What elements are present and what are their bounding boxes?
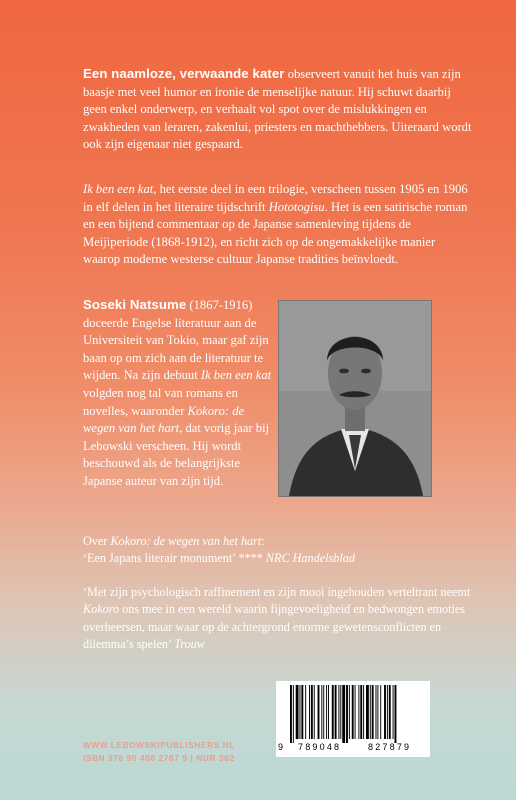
barcode-bars — [282, 685, 424, 743]
barcode-bar — [311, 685, 313, 739]
barcode-bar — [395, 685, 397, 743]
barcode-bar — [318, 685, 320, 739]
portrait-illustration — [279, 301, 431, 496]
about-paragraph — [83, 181, 473, 269]
praise-over-suffix: : — [261, 534, 265, 548]
magazine-title: Hototogisu — [268, 199, 325, 214]
author-bio-1: doceerde Engelse literatuur aan de Universiteit van Tokio, maar gaf zijn baan op om zich aan de literatuur te wijden. Na zijn debuut — [83, 315, 269, 383]
author-years: (1867-1916) — [186, 298, 253, 312]
barcode-bar — [296, 685, 299, 739]
barcode-bar — [340, 685, 341, 739]
praise-block — [83, 533, 483, 568]
praise-quote-2a: ‘Met zijn psychologisch raffinement en zijn mooi ingehouden verteltrant neemt — [83, 585, 471, 599]
barcode-bar — [332, 685, 334, 739]
barcode-bar — [370, 685, 371, 739]
publisher-footer — [83, 739, 235, 765]
praise-quote-2-title: Kokoro — [83, 602, 120, 617]
barcode-bar — [384, 685, 386, 739]
barcode-bar — [352, 685, 354, 739]
praise-quote-2-block — [83, 584, 483, 654]
barcode-bar — [338, 685, 339, 739]
barcode-bar — [393, 685, 394, 739]
author-name: Soseki Natsume — [83, 297, 187, 312]
praise-quote-1: ‘Een Japans literair monument’ **** — [83, 551, 266, 566]
debut-title: Ik ben een kat — [200, 368, 272, 383]
praise-over-prefix: Over — [83, 534, 111, 548]
barcode-bar — [342, 685, 345, 743]
isbn-nur: ISBN 978 90 488 2787 9 | NUR 302 — [83, 753, 235, 763]
barcode-bar — [355, 685, 356, 739]
barcode-bar — [346, 685, 348, 743]
intro-text: observeert vanuit het huis van zijn baasje met veel humor en ironie de menselijke natuur. Hij schuwt daarbij geen enkel onderwerp, en verhaalt vol spot over de mislukkingen en zwakheden van leraren, zakenlui, priesters en machthebbers. Uiteraard wordt ook zijn eigenaar niet gespaard. — [83, 67, 472, 152]
barcode-bar — [376, 685, 377, 739]
intro-paragraph — [83, 65, 473, 154]
barcode-bar — [380, 685, 381, 739]
praise-source-1: NRC Handelsblad — [265, 551, 355, 566]
barcode-bar — [358, 685, 359, 739]
isbn-barcode — [276, 681, 430, 757]
barcode-bar — [377, 685, 378, 739]
barcode-bar — [335, 685, 337, 739]
barcode-bar — [363, 685, 364, 739]
barcode-bar — [305, 685, 306, 739]
barcode-left-group: 789048 — [298, 742, 342, 752]
barcode-bar — [314, 685, 315, 739]
barcode-bar — [326, 685, 327, 739]
intro-lead: Een naamloze, verwaande kater — [83, 66, 285, 81]
barcode-bar — [323, 685, 324, 739]
author-bio — [83, 296, 273, 491]
author-portrait — [278, 300, 432, 497]
barcode-bar — [309, 685, 310, 739]
barcode-bar — [389, 685, 391, 739]
author-bio-2: volgden nog tal van romans en novelles, waaronder — [83, 385, 238, 418]
barcode-bar — [301, 685, 303, 739]
barcode-bar — [349, 685, 350, 739]
barcode-bar — [366, 685, 369, 739]
barcode-bar — [372, 685, 374, 739]
kokoro-title: Kokoro: de wegen van het hart — [83, 403, 245, 436]
barcode-bar — [328, 685, 329, 739]
praise-source-2: Trouw — [174, 637, 205, 652]
barcode-bar — [360, 685, 362, 739]
book-title: Ik ben een kat — [83, 182, 154, 196]
barcode-first-digit: 9 — [278, 742, 284, 752]
barcode-bar — [321, 685, 322, 739]
praise-over-title: Kokoro: de wegen van het hart — [110, 534, 262, 548]
barcode-bar — [387, 685, 388, 739]
about-text-2: . Het is een satirische roman en een bijtend commentaar op de Japanse samenleving tijdens de Meijiperiode (1868-1912), en richt zich op de ongemakkelijke manier waarop moderne westerse cultuur Japanse tradities beïnvloedt. — [83, 199, 468, 267]
barcode-bar — [290, 685, 292, 743]
publisher-website: WWW.LEBOWSKIPUBLISHERS.NL — [83, 740, 235, 750]
barcode-right-group: 827879 — [368, 742, 412, 752]
barcode-bar — [293, 685, 294, 743]
about-text-1: , het eerste deel in een trilogie, verscheen tussen 1905 en 1906 in elf delen in het literaire tijdschrift — [83, 182, 468, 214]
author-bio-3: , dat vorig jaar bij Lebowski verscheen. Hij wordt beschouwd als de belangrijkste Japanse auteur van zijn tijd. — [83, 421, 270, 488]
praise-quote-2b: ons mee in een wereld waarin fijngevoeligheid en bedwongen emoties overheersen, maar waar op de achtergrond enorme gewetensconflicten en dilemma’s spelen’ — [83, 602, 465, 652]
barcode-bar — [300, 685, 301, 739]
